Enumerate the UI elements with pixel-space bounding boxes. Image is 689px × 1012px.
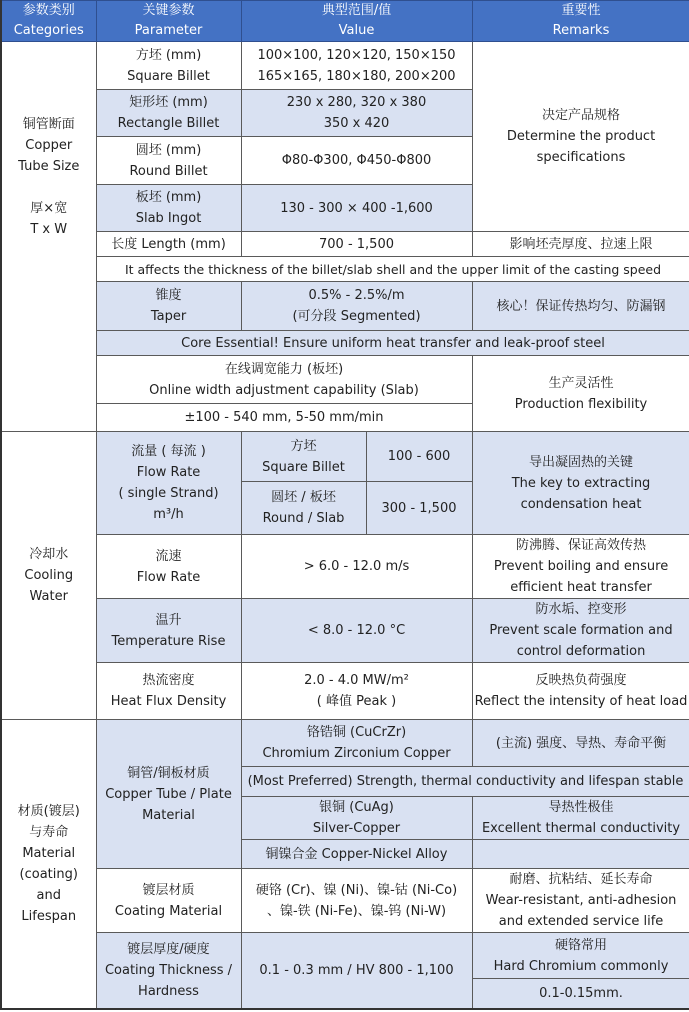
table-row [1, 42, 689, 90]
flow-type-round-slab: 圆坯 / 板坯 Round / Slab [241, 482, 366, 535]
remark-heat-flux: 反映热负荷强度 Reflect the intensity of heat load [472, 663, 689, 720]
remark-cucrzr: (主流) 强度、导热、寿命平衡 [472, 720, 689, 767]
param-square-billet: 方坯 (mm) Square Billet [96, 42, 241, 90]
note-taper: Core Essential! Ensure uniform heat transfer and leak-proof steel [96, 331, 689, 356]
header-remarks: 重要性 Remarks [472, 1, 689, 42]
param-coating-thickness: 镀层厚度/硬度 Coating Thickness / Hardness [96, 933, 241, 1009]
table-row [1, 535, 689, 599]
flow-value-round-slab: 300 - 1,500 [366, 482, 472, 535]
header-row [1, 1, 689, 42]
param-round-billet: 圆坯 (mm) Round Billet [96, 137, 241, 185]
table-row [1, 356, 689, 404]
remark-taper: 核心！保证传热均匀、防漏钢 [472, 282, 689, 331]
value-cuag: 银铜 (CuAg) Silver-Copper [241, 797, 472, 840]
value-online-width: ±100 - 540 mm, 5-50 mm/min [96, 404, 472, 432]
category-cooling-water: 冷却水 Cooling Water [1, 432, 96, 720]
table-row [1, 663, 689, 720]
param-online-width: 在线调宽能力 (板坯) Online width adjustment capability (Slab) [96, 356, 472, 404]
value-slab-ingot: 130 - 300 × 400 -1,600 [241, 185, 472, 232]
remark-temperature-rise: 防水垢、控变形 Prevent scale formation and control deformation [472, 599, 689, 663]
value-rectangle-billet: 230 x 280, 320 x 380 350 x 420 [241, 90, 472, 137]
value-length: 700 - 1,500 [241, 232, 472, 257]
param-taper: 锥度 Taper [96, 282, 241, 331]
value-temperature-rise: < 8.0 - 12.0 °C [241, 599, 472, 663]
category-material-lifespan: 材质(镀层) 与寿命 Material (coating) and Lifespan [1, 720, 96, 1009]
value-square-billet: 100×100, 120×120, 150×150 165×165, 180×180, 200×200 [241, 42, 472, 90]
value-coating-material: 硬铬 (Cr)、镍 (Ni)、镍-钴 (Ni-Co) 、镍-铁 (Ni-Fe)、镍-钨 (Ni-W) [241, 869, 472, 933]
param-heat-flux: 热流密度 Heat Flux Density [96, 663, 241, 720]
param-slab-ingot: 板坯 (mm) Slab Ingot [96, 185, 241, 232]
remark-size: 决定产品规格 Determine the product specifications [472, 42, 689, 232]
header-categories: 参数类别 Categories [1, 1, 96, 42]
note-length: It affects the thickness of the billet/slab shell and the upper limit of the casting speed [96, 257, 689, 282]
value-round-billet: Φ80-Φ300, Φ450-Φ800 [241, 137, 472, 185]
remark-flow-speed: 防沸腾、保证高效传热 Prevent boiling and ensure efficient heat transfer [472, 535, 689, 599]
remark-flow-rate: 导出凝固热的关键 The key to extracting condensation heat [472, 432, 689, 535]
remark-cuag: 导热性极佳 Excellent thermal conductivity [472, 797, 689, 840]
flow-type-square: 方坯 Square Billet [241, 432, 366, 482]
value-heat-flux: 2.0 - 4.0 MW/m² ( 峰值 Peak ) [241, 663, 472, 720]
table-row [1, 599, 689, 663]
param-copper-material: 铜管/铜板材质 Copper Tube / Plate Material [96, 720, 241, 869]
param-length: 长度 Length (mm) [96, 232, 241, 257]
remark-coating-material: 耐磨、抗粘结、延长寿命 Wear-resistant, anti-adhesion and extended service life [472, 869, 689, 933]
remark-online-width: 生产灵活性 Production flexibility [472, 356, 689, 432]
table-row [1, 257, 689, 282]
header-parameter: 关键参数 Parameter [96, 1, 241, 42]
value-taper: 0.5% - 2.5%/m (可分段 Segmented) [241, 282, 472, 331]
table-row [1, 869, 689, 933]
table-row [1, 232, 689, 257]
table-row [1, 282, 689, 331]
table-row [1, 331, 689, 356]
table-row [1, 933, 689, 979]
remark-length: 影响坯壳厚度、拉速上限 [472, 232, 689, 257]
flow-value-square: 100 - 600 [366, 432, 472, 482]
note-cucrzr: (Most Preferred) Strength, thermal conductivity and lifespan stable [241, 767, 689, 797]
category-copper-tube-size: 铜管断面 Copper Tube Size 厚×宽 T x W [1, 42, 96, 432]
remark-coating-thickness: 硬铬常用 Hard Chromium commonly [472, 933, 689, 979]
value-cucrzr: 铬锆铜 (CuCrZr) Chromium Zirconium Copper [241, 720, 472, 767]
remark-coating-thickness-value: 0.1-0.15mm. [472, 979, 689, 1009]
value-coating-thickness: 0.1 - 0.3 mm / HV 800 - 1,100 [241, 933, 472, 1009]
param-rectangle-billet: 矩形坯 (mm) Rectangle Billet [96, 90, 241, 137]
remark-cuni [472, 840, 689, 869]
header-value: 典型范围/值 Value [241, 1, 472, 42]
value-flow-speed: > 6.0 - 12.0 m/s [241, 535, 472, 599]
param-flow-speed: 流速 Flow Rate [96, 535, 241, 599]
param-temperature-rise: 温升 Temperature Rise [96, 599, 241, 663]
table-row [1, 432, 689, 482]
value-cuni: 铜镍合金 Copper-Nickel Alloy [241, 840, 472, 869]
table-row [1, 720, 689, 767]
param-coating-material: 镀层材质 Coating Material [96, 869, 241, 933]
param-flow-rate: 流量 ( 每流 ) Flow Rate ( single Strand) m³/h [96, 432, 241, 535]
